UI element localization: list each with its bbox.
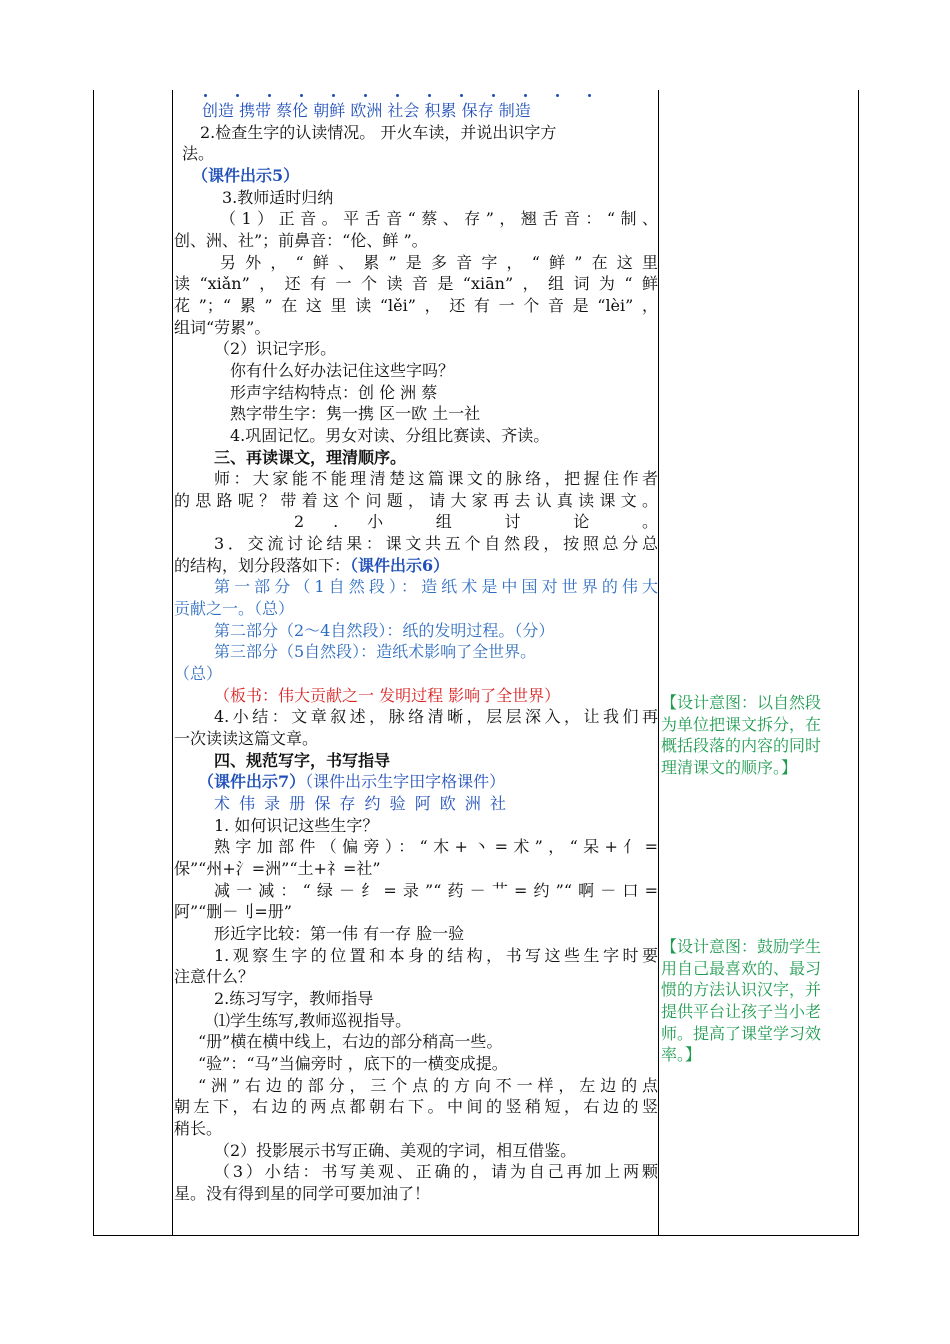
design-intent-1 <box>661 692 821 779</box>
teaching-process-column <box>174 94 658 1204</box>
blackboard-notes: （板书：伟大贡献之一 发明过程 影响了全世界） <box>214 685 561 705</box>
practice-writing: 2.练习写字，教师指导 <box>214 988 374 1008</box>
note-zhou-3: 稍长。 <box>174 1118 223 1138</box>
courseware-7: （课件出示7） <box>198 772 306 792</box>
design-intent-1-line: 为单位把课文拆分，在 <box>661 714 822 734</box>
vocab-words: 创造 携带 蔡伦 朝鲜 欧洲 社会 积累 保存 制造 <box>202 101 531 120</box>
section-4-heading: 四、规范写字，书写指导 <box>214 750 391 770</box>
subtract-1: 减一减：“绿－纟=录”“药－艹=约”“啊－口= <box>214 880 658 900</box>
group-discussion: 2 . 小 组 讨 论 。 <box>294 512 658 532</box>
add-radical-1: 熟字加部件（偏旁）：“木+丶=术”，“呆+亻= <box>214 837 658 857</box>
discussion-result-text: 的结构，划分段落如下： <box>174 555 351 575</box>
emphasis-dots <box>174 94 658 100</box>
discussion-result-2 <box>174 555 658 577</box>
step-2-check: 2.检查生字的认读情况。 开火车读，并说出识字方 <box>200 122 557 142</box>
note-zhou-1: “洲”右边的部分，三个点的方向不一样，左边的点 <box>198 1075 658 1095</box>
step-2-check-cont: 法。 <box>182 144 215 164</box>
section-3-heading: 三、再读课文，理清顺序。 <box>214 447 407 467</box>
note-yan: “验”：“马”当偏旁时 ，底下的一横变成提。 <box>198 1053 508 1073</box>
add-radical-2: 保”“州+氵=洲”“土+礻=社” <box>174 858 381 878</box>
design-intent-1-line: 【设计意图：以自然段 <box>661 693 822 712</box>
pronunciation-line-1: （1）正音。平舌音“蔡、存”，翘舌音：“制、 <box>220 209 658 229</box>
design-intent-1-line: 概括段落的内容的同时 <box>661 736 822 756</box>
column-divider-left <box>172 90 173 1236</box>
observe-line-2: 注意什么？ <box>174 967 255 987</box>
practice-step-1: ⑴学生练写,教师巡视指导。 <box>214 1010 412 1030</box>
writing-chars: 术 伟 录 册 保 存 约 验 阿 欧 洲 社 <box>214 794 508 813</box>
polyphone-line-3: 花”；“累”在这里读“lěi”，还有一个音是“lèi”， <box>174 295 658 315</box>
column-divider-right <box>658 90 659 1236</box>
design-intent-2-line: 用自己最喜欢的、最习 <box>661 958 822 978</box>
memorize-question: 1. 如何识记这些生字？ <box>214 815 379 835</box>
design-intent-2-line: 【设计意图：鼓励学生 <box>661 937 822 956</box>
design-intent-2-line: 提供平台让孩子当小老 <box>661 1001 822 1021</box>
courseware-6: （课件出示6） <box>350 555 450 575</box>
courseware-5: （课件出示5） <box>192 165 300 185</box>
polyphone-line-2: 读“xiǎn”，还有一个读音是“xiān”，组词为“鲜 <box>174 274 658 294</box>
summary-line-1: 4.小结：文章叙述，脉络清晰，层层深入，让我们再 <box>214 707 658 727</box>
known-chars: 熟字带生字：隽一携 区一欧 土一社 <box>230 404 481 424</box>
design-intent-2-line: 率。】 <box>661 1045 702 1065</box>
observe-line-1: 1.观察生字的位置和本身的结构，书写这些生字时要 <box>214 945 658 965</box>
polyphone-line-4: 组词“劳累”。 <box>174 317 271 337</box>
step-4-consolidate: 4.巩固记忆。男女对读、分组比赛读、齐读。 <box>230 425 550 445</box>
glyph-question: 你有什么好办法记住这些字吗？ <box>230 360 455 380</box>
writing-summary-2: 星。没有得到星的同学可要加油了！ <box>174 1183 431 1203</box>
step-3-summary: 3.教师适时归纳 <box>222 187 334 207</box>
part-2: 第二部分（2～4自然段）：纸的发明过程。（分） <box>214 620 555 640</box>
subtract-2: 阿”“删－刂=册” <box>174 902 292 922</box>
summary-line-2: 一次读读这篇文章。 <box>174 729 319 749</box>
part-1-line-2: 贡献之一。（总） <box>174 599 295 619</box>
teacher-prompt-1: 师：大家能不能理清楚这篇课文的脉络，把握住作者 <box>214 469 658 489</box>
note-ce: “册”横在横中线上，右边的部分稍高一些。 <box>198 1032 503 1052</box>
courseware-7-line <box>174 771 658 793</box>
glyph-memory-title: （2）识记字形。 <box>214 339 337 359</box>
note-zhou-2: 朝左下，右边的两点都朝右下。中间的竖稍短，右边的竖 <box>174 1097 658 1117</box>
courseware-7-note: （课件出示生字田字格课件） <box>305 772 506 792</box>
pronunciation-line-2: 创、洲、社”；前鼻音：“伦、鲜 ”。 <box>174 230 428 250</box>
part-3-line-1: 第三部分（5自然段）：造纸术影响了全世界。 <box>214 642 537 662</box>
similar-chars: 形近字比较：第一伟 有一存 脸一验 <box>214 923 465 943</box>
part-1-line-1: 第一部分（1自然段）：造纸术是中国对世界的伟大 <box>214 577 658 597</box>
part-3-line-2: （总） <box>174 664 223 684</box>
polyphone-line-1: 另外，“鲜、累”是多音字，“鲜”在这里 <box>220 252 658 272</box>
writing-summary-1: （3）小结：书写美观、正确的，请为自己再加上两颗 <box>214 1162 658 1182</box>
phono-semantic: 形声字结构特点：创 伦 洲 蔡 <box>230 382 438 402</box>
discussion-result-1: 3．交流讨论结果：课文共五个自然段，按照总分总 <box>214 534 658 554</box>
design-intent-2-line: 师。提高了课堂学习效 <box>661 1023 822 1043</box>
design-intent-2-line: 惯的方法认识汉字，并 <box>661 980 822 1000</box>
design-intent-1-line: 理清课文的顺序。】 <box>661 757 798 777</box>
teacher-prompt-2: 的思路呢？带着这个问题，请大家再去认真读课文。 <box>174 490 658 510</box>
design-intent-2 <box>661 936 821 1066</box>
projection-show: （2）投影展示书写正确、美观的字词，相互借鉴。 <box>214 1140 577 1160</box>
